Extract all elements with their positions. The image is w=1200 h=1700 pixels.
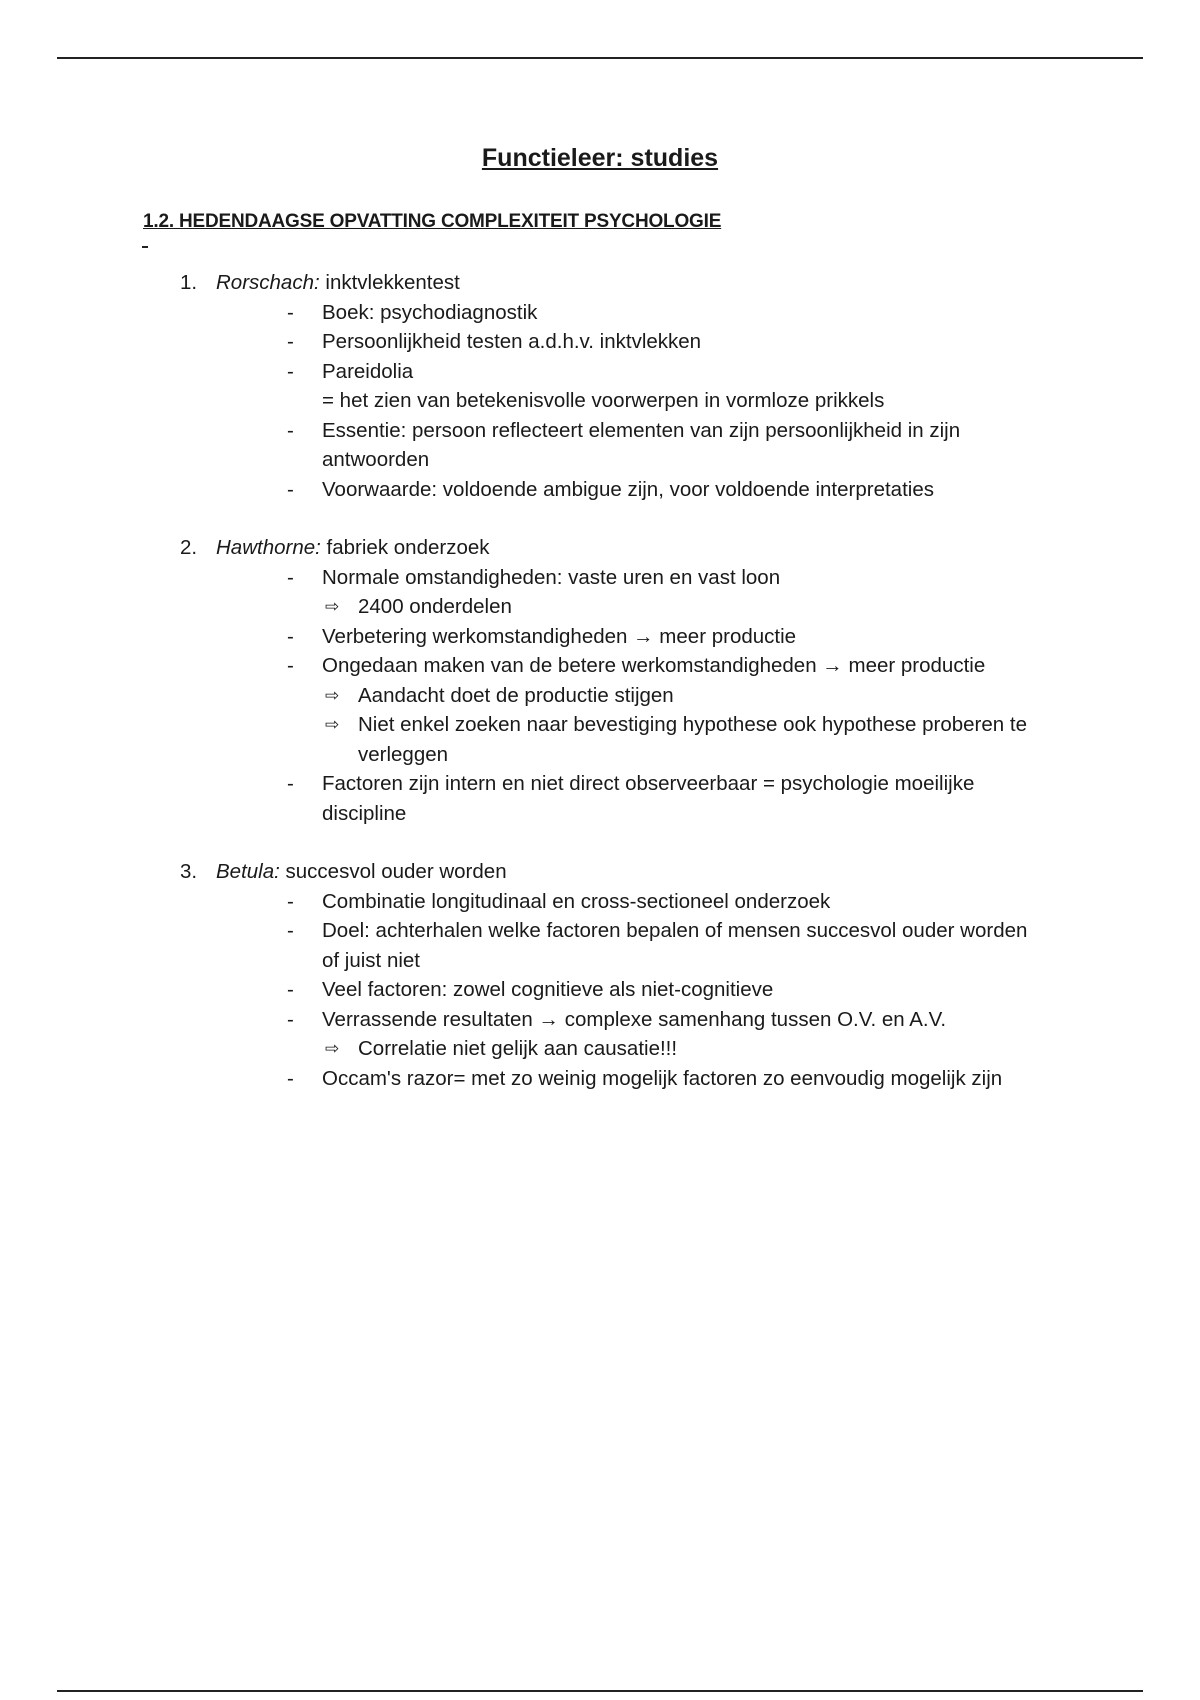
list-item xyxy=(0,769,1200,828)
stray-dash xyxy=(142,246,148,248)
sub-list-item xyxy=(0,592,1200,622)
list-item xyxy=(0,416,1200,475)
arrow-icon: ⇨ xyxy=(325,685,340,705)
study-name: Betula: xyxy=(216,860,280,883)
bullet-text: Veel factoren: zowel cognitieve als niet-cognitieve xyxy=(322,978,774,1001)
study-topic: succesvol ouder worden xyxy=(279,860,507,883)
study-number: 1. xyxy=(180,271,198,294)
list-item xyxy=(0,975,1200,1005)
sub-list-item xyxy=(0,710,1200,769)
bullet-text: Occam's razor= met zo weinig mogelijk factoren zo eenvoudig mogelijk zijn xyxy=(322,1066,1003,1090)
dash-marker: - xyxy=(287,359,294,383)
bullet-text: Pareidolia xyxy=(322,359,414,383)
bullet-text: Normale omstandigheden: vaste uren en vast loon xyxy=(322,565,781,589)
list-item xyxy=(0,298,1200,328)
bullet-list xyxy=(0,563,1200,829)
top-rule xyxy=(57,57,1143,59)
study-rorschach xyxy=(0,268,1200,504)
bullet-text: Verbetering werkomstandigheden → meer productie xyxy=(322,624,797,648)
study-number: 2. xyxy=(180,536,198,559)
section-heading: 1.2. HEDENDAAGSE OPVATTING COMPLEXITEIT PSYCHOLOGIE xyxy=(143,211,722,232)
study-name: Rorschach: xyxy=(216,271,320,294)
list-item xyxy=(0,327,1200,357)
list-item xyxy=(0,916,1200,975)
page-title: Functieleer: studies xyxy=(481,144,719,172)
arrow-icon: ⇨ xyxy=(325,1039,340,1058)
studies-list xyxy=(0,268,1200,1093)
list-item xyxy=(0,1005,1200,1035)
study-heading xyxy=(0,533,1200,563)
list-item-continuation xyxy=(0,386,1200,416)
study-heading xyxy=(0,268,1200,298)
dash-marker: - xyxy=(287,624,294,648)
sub-item-text: Niet enkel zoeken naar bevestiging hypothese ook hypothese proberen te verleggen xyxy=(358,713,1027,766)
dash-marker: - xyxy=(287,654,294,677)
dash-marker: - xyxy=(287,889,294,913)
dash-marker: - xyxy=(287,978,294,1001)
bullet-text: = het zien van betekenisvolle voorwerpen in vormloze prikkels xyxy=(322,389,885,412)
sub-item-text: Aandacht doet de productie stijgen xyxy=(358,683,674,707)
dash-marker: - xyxy=(287,919,294,942)
bottom-rule xyxy=(57,1690,1143,1692)
arrow-icon: ⇨ xyxy=(325,715,340,734)
study-betula xyxy=(0,857,1200,1093)
study-number: 3. xyxy=(180,860,198,883)
bullet-text: Persoonlijkheid testen a.d.h.v. inktvlekken xyxy=(322,330,702,353)
list-item xyxy=(0,475,1200,505)
bullet-text: Combinatie longitudinaal en cross-sectioneel onderzoek xyxy=(322,889,831,913)
bullet-text: Doel: achterhalen welke factoren bepalen of mensen succesvol ouder worden of juist niet xyxy=(322,919,1028,972)
list-item xyxy=(0,563,1200,593)
study-name: Hawthorne: xyxy=(216,536,321,559)
dash-marker: - xyxy=(287,330,294,353)
bullet-list xyxy=(0,887,1200,1094)
sub-item-text: 2400 onderdelen xyxy=(358,595,512,618)
dash-marker: - xyxy=(287,1066,294,1090)
dash-marker: - xyxy=(287,418,294,442)
study-topic: fabriek onderzoek xyxy=(320,536,490,559)
study-hawthorne xyxy=(0,533,1200,828)
bullet-text: Ongedaan maken van de betere werkomstandigheden → meer productie xyxy=(322,654,986,677)
list-item xyxy=(0,1064,1200,1094)
dash-marker: - xyxy=(287,565,294,589)
dash-marker: - xyxy=(287,300,294,324)
dash-marker: - xyxy=(287,477,294,501)
arrow-icon: ⇨ xyxy=(325,597,340,616)
list-item xyxy=(0,887,1200,917)
bullet-text: Voorwaarde: voldoende ambigue zijn, voor voldoende interpretaties xyxy=(322,477,934,501)
bullet-text: Boek: psychodiagnostik xyxy=(322,300,538,324)
list-item xyxy=(0,622,1200,652)
study-topic: inktvlekkentest xyxy=(319,271,460,294)
list-item xyxy=(0,651,1200,681)
sub-item-text: Correlatie niet gelijk aan causatie!!! xyxy=(358,1037,678,1060)
sub-list-item xyxy=(0,681,1200,711)
list-item xyxy=(0,357,1200,387)
bullet-text: Essentie: persoon reflecteert elementen van zijn persoonlijkheid in zijn antwoorden xyxy=(322,418,961,471)
dash-marker: - xyxy=(287,772,294,795)
sub-list-item xyxy=(0,1034,1200,1064)
study-heading xyxy=(0,857,1200,887)
dash-marker: - xyxy=(287,1007,294,1031)
bullet-text: Factoren zijn intern en niet direct observeerbaar = psychologie moeilijke discipline xyxy=(322,772,975,825)
bullet-list xyxy=(0,298,1200,505)
bullet-text: Verrassende resultaten → complexe samenhang tussen O.V. en A.V. xyxy=(322,1007,947,1031)
